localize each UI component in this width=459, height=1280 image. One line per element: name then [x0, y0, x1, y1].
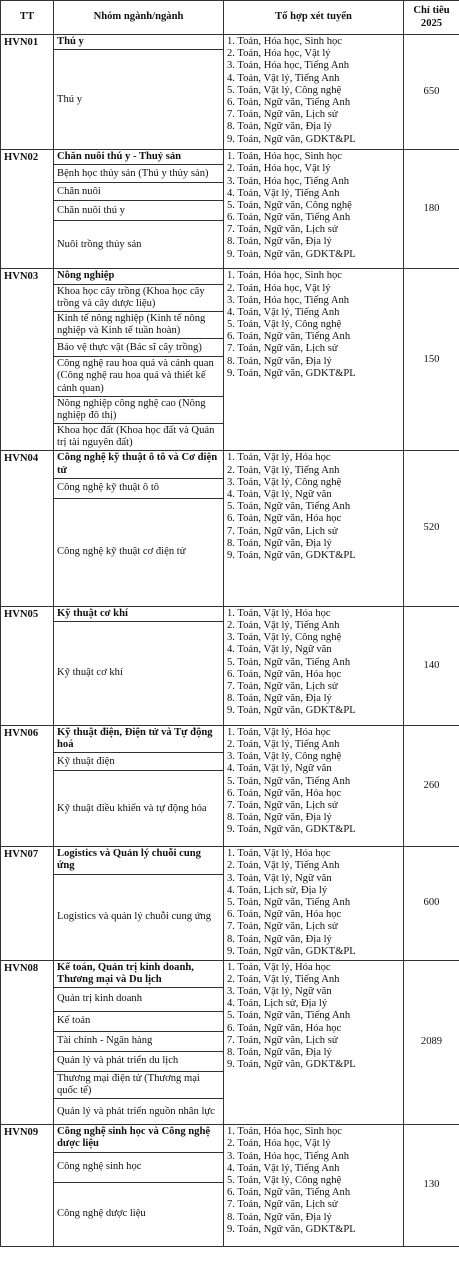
combo-item: 7. Toán, Ngữ văn, Lịch sử [227, 1034, 338, 1046]
group-row [1, 960, 459, 987]
combo-item: 2. Toán, Vật lý, Tiếng Anh [227, 973, 340, 985]
combo-list [224, 451, 404, 606]
combo-item: 6. Toán, Ngữ văn, Tiếng Anh [227, 96, 351, 108]
group-code: HVN07 [1, 847, 54, 960]
combo-item: 5. Toán, Vật lý, Công nghệ [227, 1175, 342, 1187]
major-name: Kinh tế nông nghiệp (Kinh tế nông nghiệp và Kinh tế tuần hoàn) [54, 311, 224, 338]
combo-item: 4. Toán, Vật lý, Tiếng Anh [227, 1162, 340, 1174]
major-name: Công nghệ rau hoa quả và cảnh quan (Công nghệ rau hoa quả và thiết kế cảnh quan) [54, 357, 224, 397]
combo-item: 1. Toán, Vật lý, Hóa học [227, 607, 331, 619]
quota-value: 520 [404, 451, 459, 606]
combo-item: 3. Toán, Hóa học, Tiếng Anh [227, 1150, 350, 1162]
group-code: HVN09 [1, 1125, 54, 1246]
combo-item: 9. Toán, Ngữ văn, GDKT&PL [227, 705, 356, 717]
major-name: Thương mại điện tử (Thương mại quốc tế) [54, 1071, 224, 1098]
combo-item: 8. Toán, Ngữ văn, Địa lý [227, 1211, 332, 1223]
combo-item: 5. Toán, Ngữ văn, Tiếng Anh [227, 501, 351, 513]
col-quota-line2: 2025 [420, 17, 443, 29]
combo-item: 3. Toán, Vật lý, Công nghệ [227, 751, 342, 763]
combo-item: 7. Toán, Ngữ văn, Lịch sử [227, 525, 338, 537]
combo-item: 6. Toán, Ngữ văn, Hóa học [227, 668, 342, 680]
combo-item: 8. Toán, Ngữ văn, Địa lý [227, 812, 332, 824]
quota-value: 140 [404, 606, 459, 725]
group-code: HVN03 [1, 269, 54, 451]
group-name: Chăn nuôi thú y - Thuỷ sản [54, 150, 224, 165]
combo-item: 2. Toán, Hóa học, Vật lý [227, 282, 331, 294]
combo-item: 9. Toán, Ngữ văn, GDKT&PL [227, 549, 356, 561]
combo-list [224, 1125, 404, 1246]
combo-item: 4. Toán, Vật lý, Ngữ văn [227, 488, 332, 500]
major-name: Chăn nuôi thú y [54, 201, 224, 221]
combo-item: 3. Toán, Vật lý, Ngữ văn [227, 985, 332, 997]
quota-value: 260 [404, 725, 459, 846]
combo-list [224, 606, 404, 725]
group-code: HVN04 [1, 451, 54, 606]
combo-item: 2. Toán, Hóa học, Vật lý [227, 48, 331, 60]
combo-item: 4. Toán, Vật lý, Ngữ văn [227, 644, 332, 656]
combo-item: 4. Toán, Vật lý, Tiếng Anh [227, 187, 340, 199]
combo-item: 2. Toán, Vật lý, Tiếng Anh [227, 464, 340, 476]
combo-item: 2. Toán, Hóa học, Vật lý [227, 163, 331, 175]
combo-item: 7. Toán, Ngữ văn, Lịch sử [227, 800, 338, 812]
major-name: Công nghệ kỹ thuật cơ điện tử [54, 498, 224, 606]
group-row [1, 725, 459, 752]
combo-item: 5. Toán, Vật lý, Công nghệ [227, 84, 342, 96]
combo-item: 4. Toán, Lịch sử, Địa lý [227, 998, 328, 1010]
quota-value: 130 [404, 1125, 459, 1246]
combo-item: 5. Toán, Vật lý, Công nghệ [227, 319, 342, 331]
combo-item: 1. Toán, Vật lý, Hóa học [227, 961, 331, 973]
combo-item: 1. Toán, Hóa học, Sinh học [227, 151, 342, 163]
quota-value: 2089 [404, 960, 459, 1125]
major-name: Kế toán [54, 1011, 224, 1031]
combo-item: 3. Toán, Vật lý, Ngữ văn [227, 872, 332, 884]
group-name: Công nghệ kỹ thuật ô tô và Cơ điện tử [54, 451, 224, 478]
major-name: Khoa học cây trồng (Khoa học cây trồng và cây dược liệu) [54, 284, 224, 311]
major-name: Quản lý và phát triển du lịch [54, 1051, 224, 1071]
group-row [1, 1125, 459, 1152]
combo-item: 2. Toán, Vật lý, Tiếng Anh [227, 619, 340, 631]
combo-item: 9. Toán, Ngữ văn, GDKT&PL [227, 945, 356, 957]
combo-item: 7. Toán, Ngữ văn, Lịch sử [227, 680, 338, 692]
combo-item: 9. Toán, Ngữ văn, GDKT&PL [227, 1059, 356, 1071]
combo-item: 6. Toán, Ngữ văn, Tiếng Anh [227, 212, 351, 224]
combo-item: 2. Toán, Hóa học, Vật lý [227, 1138, 331, 1150]
group-row [1, 451, 459, 478]
combo-item: 3. Toán, Vật lý, Công nghệ [227, 632, 342, 644]
major-name: Công nghệ dược liệu [54, 1182, 224, 1246]
major-name: Bệnh học thủy sản (Thú y thủy sản) [54, 165, 224, 183]
major-name: Công nghệ sinh học [54, 1152, 224, 1182]
combo-item: 1. Toán, Hóa học, Sinh học [227, 36, 342, 47]
group-row [1, 150, 459, 165]
group-row [1, 606, 459, 621]
col-combos: Tổ hợp xét tuyển [224, 1, 404, 35]
combo-item: 6. Toán, Ngữ văn, Hóa học [227, 909, 342, 921]
combo-item: 8. Toán, Ngữ văn, Địa lý [227, 537, 332, 549]
major-name: Tài chính - Ngân hàng [54, 1031, 224, 1051]
combo-item: 8. Toán, Ngữ văn, Địa lý [227, 693, 332, 705]
combo-list [224, 725, 404, 846]
major-name: Quản lý và phát triển nguồn nhân lực [54, 1099, 224, 1125]
combo-list [224, 150, 404, 269]
group-code: HVN08 [1, 960, 54, 1125]
combo-item: 5. Toán, Ngữ văn, Tiếng Anh [227, 897, 351, 909]
group-code: HVN01 [1, 35, 54, 150]
major-name: Nông nghiệp công nghệ cao (Nông nghiệp đô thị) [54, 396, 224, 423]
col-quota [404, 1, 459, 35]
quota-value: 600 [404, 847, 459, 960]
combo-item: 3. Toán, Hóa học, Tiếng Anh [227, 175, 350, 187]
combo-item: 6. Toán, Ngữ văn, Tiếng Anh [227, 331, 351, 343]
combo-item: 8. Toán, Ngữ văn, Địa lý [227, 1046, 332, 1058]
combo-list [224, 847, 404, 960]
combo-item: 5. Toán, Ngữ văn, Công nghệ [227, 199, 352, 211]
combo-item: 4. Toán, Vật lý, Ngữ văn [227, 763, 332, 775]
combo-item: 8. Toán, Ngữ văn, Địa lý [227, 121, 332, 133]
combo-item: 4. Toán, Vật lý, Tiếng Anh [227, 306, 340, 318]
combo-item: 7. Toán, Ngữ văn, Lịch sử [227, 109, 338, 121]
col-quota-line1: Chỉ tiêu [413, 5, 450, 17]
group-name: Thú y [54, 35, 224, 50]
group-row [1, 269, 459, 284]
major-name: Công nghệ kỹ thuật ô tô [54, 478, 224, 498]
combo-item: 6. Toán, Ngữ văn, Hóa học [227, 1022, 342, 1034]
group-name: Kỹ thuật cơ khí [54, 606, 224, 621]
combo-list [224, 269, 404, 451]
combo-item: 9. Toán, Ngữ văn, GDKT&PL [227, 133, 356, 145]
combo-item: 1. Toán, Hóa học, Sinh học [227, 270, 342, 282]
header-row [1, 1, 459, 35]
combo-item: 2. Toán, Vật lý, Tiếng Anh [227, 739, 340, 751]
combo-item: 9. Toán, Ngữ văn, GDKT&PL [227, 248, 356, 260]
combo-item: 7. Toán, Ngữ văn, Lịch sử [227, 1199, 338, 1211]
major-name: Quản trị kinh doanh [54, 987, 224, 1011]
quota-value: 650 [404, 35, 459, 150]
combo-item: 4. Toán, Vật lý, Tiếng Anh [227, 72, 340, 84]
major-name: Thú y [54, 50, 224, 150]
col-tt: TT [1, 1, 54, 35]
quota-value: 180 [404, 150, 459, 269]
quota-value: 150 [404, 269, 459, 451]
group-name: Nông nghiệp [54, 269, 224, 284]
combo-item: 1. Toán, Vật lý, Hóa học [227, 452, 331, 464]
group-row [1, 847, 459, 874]
combo-list [224, 35, 404, 150]
major-name: Logistics và quản lý chuỗi cung ứng [54, 874, 224, 960]
combo-item: 8. Toán, Ngữ văn, Địa lý [227, 236, 332, 248]
combo-item: 1. Toán, Hóa học, Sinh học [227, 1126, 342, 1138]
combo-item: 5. Toán, Ngữ văn, Tiếng Anh [227, 1010, 351, 1022]
combo-item: 2. Toán, Vật lý, Tiếng Anh [227, 860, 340, 872]
combo-item: 5. Toán, Ngữ văn, Tiếng Anh [227, 775, 351, 787]
combo-item: 3. Toán, Vật lý, Công nghệ [227, 476, 342, 488]
major-name: Bảo vệ thực vật (Bác sĩ cây trồng) [54, 339, 224, 357]
combo-item: 7. Toán, Ngữ văn, Lịch sử [227, 224, 338, 236]
major-name: Chăn nuôi [54, 183, 224, 201]
combo-item: 9. Toán, Ngữ văn, GDKT&PL [227, 824, 356, 836]
combo-item: 8. Toán, Ngữ văn, Địa lý [227, 933, 332, 945]
group-code: HVN02 [1, 150, 54, 269]
combo-item: 8. Toán, Ngữ văn, Địa lý [227, 355, 332, 367]
combo-item: 9. Toán, Ngữ văn, GDKT&PL [227, 1223, 356, 1235]
combo-item: 6. Toán, Ngữ văn, Hóa học [227, 787, 342, 799]
major-name: Kỹ thuật điều khiển và tự động hóa [54, 771, 224, 847]
group-name: Kế toán, Quản trị kinh doanh, Thương mại và Du lịch [54, 960, 224, 987]
group-name: Kỹ thuật điện, Điện tử và Tự động hoá [54, 725, 224, 752]
combo-item: 1. Toán, Vật lý, Hóa học [227, 726, 331, 738]
combo-item: 6. Toán, Ngữ văn, Tiếng Anh [227, 1187, 351, 1199]
group-row [1, 35, 459, 50]
combo-item: 7. Toán, Ngữ văn, Lịch sử [227, 343, 338, 355]
combo-item: 3. Toán, Hóa học, Tiếng Anh [227, 60, 350, 72]
combo-item: 4. Toán, Lịch sử, Địa lý [227, 884, 328, 896]
combo-item: 5. Toán, Ngữ văn, Tiếng Anh [227, 656, 351, 668]
combo-item: 7. Toán, Ngữ văn, Lịch sử [227, 921, 338, 933]
combo-item: 6. Toán, Ngữ văn, Hóa học [227, 513, 342, 525]
group-code: HVN06 [1, 725, 54, 846]
major-name: Nuôi trồng thủy sản [54, 221, 224, 269]
major-name: Khoa học đất (Khoa học đất và Quản trị tài nguyên đất) [54, 424, 224, 451]
col-group: Nhóm ngành/ngành [54, 1, 224, 35]
combo-item: 3. Toán, Hóa học, Tiếng Anh [227, 294, 350, 306]
combo-list [224, 960, 404, 1125]
major-name: Kỹ thuật cơ khí [54, 621, 224, 725]
group-name: Logistics và Quản lý chuỗi cung ứng [54, 847, 224, 874]
group-code: HVN05 [1, 606, 54, 725]
combo-item: 1. Toán, Vật lý, Hóa học [227, 848, 331, 860]
combo-item: 9. Toán, Ngữ văn, GDKT&PL [227, 367, 356, 379]
major-name: Kỹ thuật điện [54, 753, 224, 771]
group-name: Công nghệ sinh học và Công nghệ dược liệu [54, 1125, 224, 1152]
